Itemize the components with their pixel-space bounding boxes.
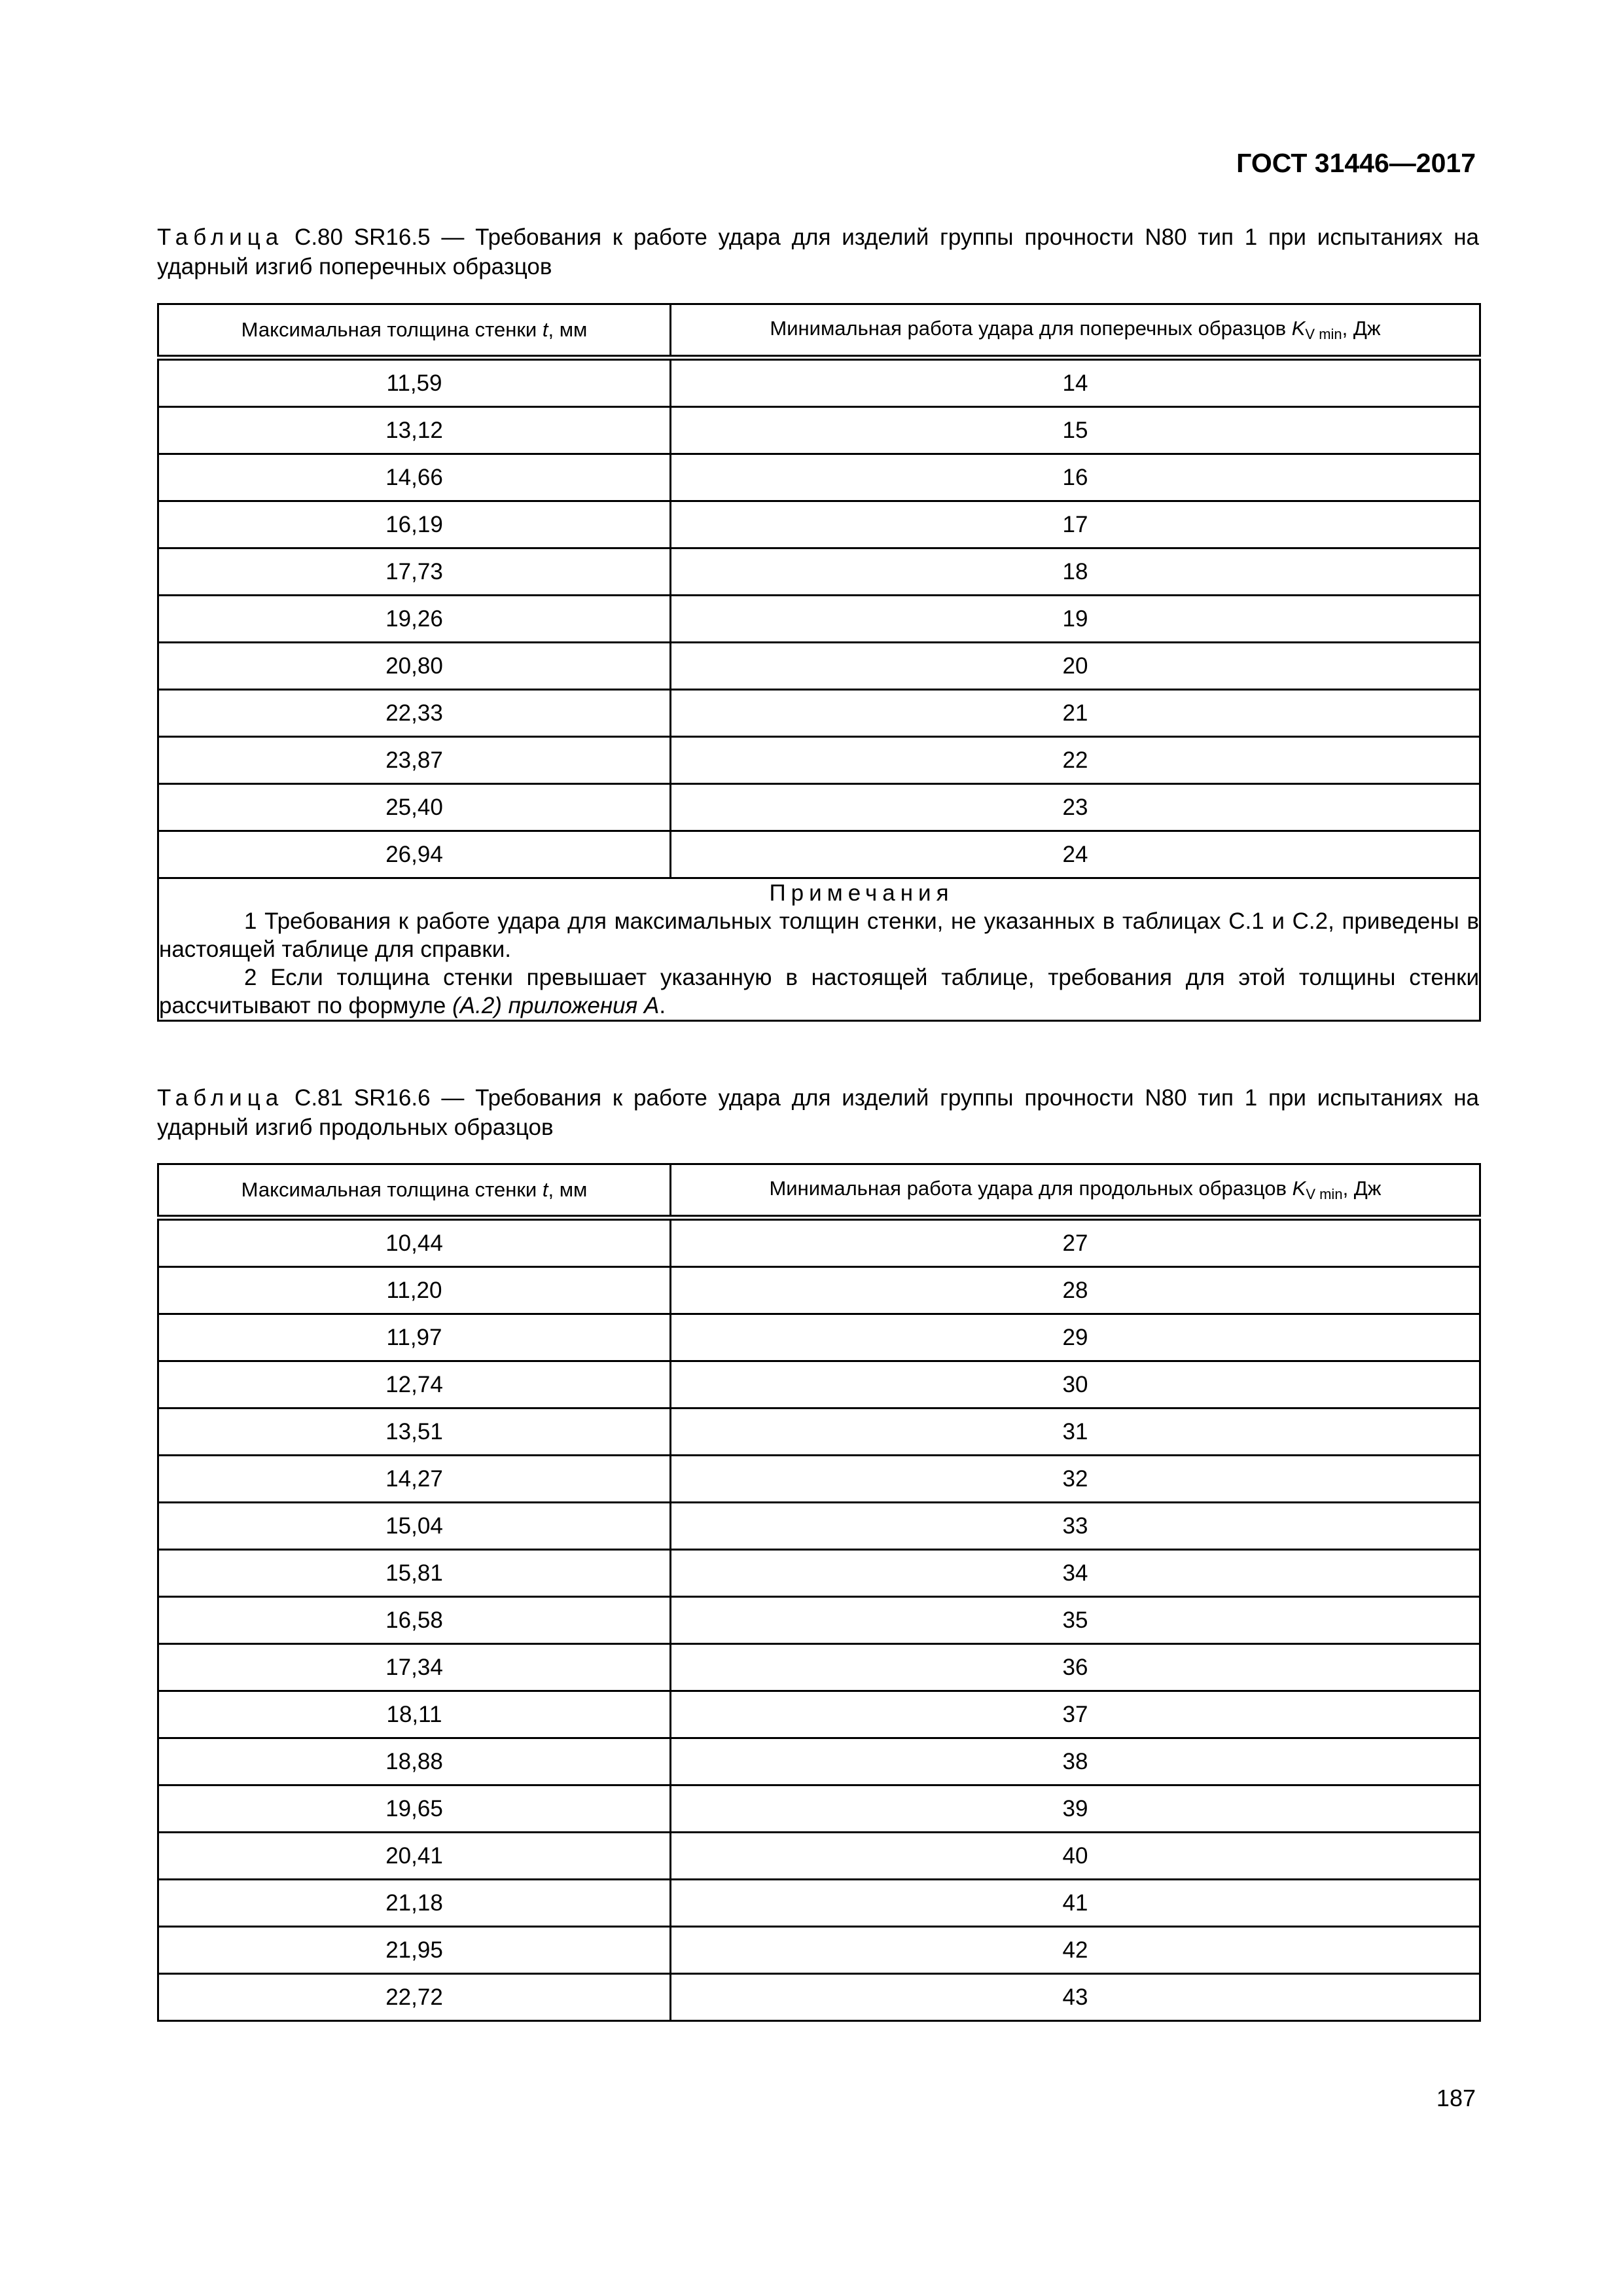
table1-notes xyxy=(158,878,1480,1021)
table-row xyxy=(158,1361,1480,1408)
wall-thickness-cell: 21,95 xyxy=(158,1927,671,1974)
document-header: ГОСТ 31446—2017 xyxy=(1236,148,1476,178)
table-row xyxy=(158,690,1480,737)
table-row xyxy=(158,1408,1480,1456)
table-row xyxy=(158,643,1480,690)
notes-title: Примечания xyxy=(769,880,954,906)
table-row xyxy=(158,501,1480,548)
impact-energy-cell: 38 xyxy=(671,1738,1480,1785)
impact-energy-cell: 30 xyxy=(671,1361,1480,1408)
impact-energy-cell: 43 xyxy=(671,1974,1480,2021)
table1-header-row xyxy=(158,304,1480,358)
wall-thickness-cell: 22,72 xyxy=(158,1974,671,2021)
impact-energy-cell: 32 xyxy=(671,1456,1480,1503)
table2-col-impact-header: Минимальная работа удара для продольных образцов $K_{V min}$, Дж xyxy=(671,1164,1480,1218)
impact-energy-cell: 17 xyxy=(671,501,1480,548)
table-row xyxy=(158,358,1480,407)
table2-caption xyxy=(157,1083,1479,1142)
table-row xyxy=(158,737,1480,784)
table1-body xyxy=(158,358,1480,878)
impact-energy-cell: 21 xyxy=(671,690,1480,737)
table1-caption xyxy=(157,223,1479,281)
wall-thickness-cell: 17,73 xyxy=(158,548,671,596)
impact-energy-cell: 20 xyxy=(671,643,1480,690)
table-row xyxy=(158,1456,1480,1503)
table-row xyxy=(158,548,1480,596)
table-row xyxy=(158,831,1480,878)
impact-energy-cell: 19 xyxy=(671,596,1480,643)
table-row xyxy=(158,1691,1480,1738)
table-row xyxy=(158,1597,1480,1644)
wall-thickness-cell: 14,66 xyxy=(158,454,671,501)
wall-thickness-cell: 26,94 xyxy=(158,831,671,878)
table-row xyxy=(158,596,1480,643)
wall-thickness-cell: 13,12 xyxy=(158,407,671,454)
wall-thickness-cell: 12,74 xyxy=(158,1361,671,1408)
impact-energy-cell: 41 xyxy=(671,1880,1480,1927)
table2-body xyxy=(158,1218,1480,2021)
table-row xyxy=(158,1927,1480,1974)
impact-energy-cell: 27 xyxy=(671,1218,1480,1267)
wall-thickness-cell: 13,51 xyxy=(158,1408,671,1456)
impact-energy-cell: 22 xyxy=(671,737,1480,784)
table-row xyxy=(158,1503,1480,1550)
wall-thickness-cell: 11,20 xyxy=(158,1267,671,1314)
impact-energy-cell: 31 xyxy=(671,1408,1480,1456)
table1-col-impact-header: Минимальная работа удара для поперечных образцов $K_{V min}$, Дж xyxy=(671,304,1480,358)
impact-energy-cell: 42 xyxy=(671,1927,1480,1974)
table-row xyxy=(158,407,1480,454)
wall-thickness-cell: 21,18 xyxy=(158,1880,671,1927)
table1-caption-label: Таблица xyxy=(157,224,284,250)
table1 xyxy=(157,303,1481,1022)
wall-thickness-cell: 20,80 xyxy=(158,643,671,690)
wall-thickness-cell: 10,44 xyxy=(158,1218,671,1267)
table-row xyxy=(158,1974,1480,2021)
impact-energy-cell: 28 xyxy=(671,1267,1480,1314)
wall-thickness-cell: 14,27 xyxy=(158,1456,671,1503)
table-row xyxy=(158,784,1480,831)
table2 xyxy=(157,1163,1481,2022)
impact-energy-cell: 37 xyxy=(671,1691,1480,1738)
impact-energy-cell: 24 xyxy=(671,831,1480,878)
table1-caption-text: С.80 SR16.5 — Требования к работе удара для изделий группы прочности N80 тип 1 при испытаниях на ударный изгиб поперечных образцов xyxy=(157,224,1479,279)
impact-energy-cell: 16 xyxy=(671,454,1480,501)
wall-thickness-cell: 16,19 xyxy=(158,501,671,548)
impact-energy-cell: 33 xyxy=(671,1503,1480,1550)
table2-caption-label: Таблица xyxy=(157,1085,284,1111)
table-row xyxy=(158,1738,1480,1785)
table2-col-thickness-header: Максимальная толщина стенки t, мм xyxy=(158,1164,671,1218)
wall-thickness-cell: 15,81 xyxy=(158,1550,671,1597)
table-row xyxy=(158,1785,1480,1833)
wall-thickness-cell: 18,88 xyxy=(158,1738,671,1785)
wall-thickness-cell: 15,04 xyxy=(158,1503,671,1550)
table-row xyxy=(158,1267,1480,1314)
wall-thickness-cell: 17,34 xyxy=(158,1644,671,1691)
table-row xyxy=(158,1550,1480,1597)
wall-thickness-cell: 11,59 xyxy=(158,358,671,407)
table-row xyxy=(158,1314,1480,1361)
impact-energy-cell: 18 xyxy=(671,548,1480,596)
table2-caption-text: С.81 SR16.6 — Требования к работе удара для изделий группы прочности N80 тип 1 при испытаниях на ударный изгиб продольных образцов xyxy=(157,1085,1479,1140)
page-number: 187 xyxy=(1436,2085,1476,2111)
table2-header-row xyxy=(158,1164,1480,1218)
wall-thickness-cell: 19,26 xyxy=(158,596,671,643)
wall-thickness-cell: 16,58 xyxy=(158,1597,671,1644)
wall-thickness-cell: 25,40 xyxy=(158,784,671,831)
wall-thickness-cell: 20,41 xyxy=(158,1833,671,1880)
table-row xyxy=(158,1218,1480,1267)
impact-energy-cell: 34 xyxy=(671,1550,1480,1597)
wall-thickness-cell: 22,33 xyxy=(158,690,671,737)
wall-thickness-cell: 19,65 xyxy=(158,1785,671,1833)
table-row xyxy=(158,1880,1480,1927)
impact-energy-cell: 23 xyxy=(671,784,1480,831)
wall-thickness-cell: 18,11 xyxy=(158,1691,671,1738)
formula-reference: (А.2) приложения А xyxy=(452,993,660,1018)
impact-energy-cell: 40 xyxy=(671,1833,1480,1880)
impact-energy-cell: 29 xyxy=(671,1314,1480,1361)
table-row xyxy=(158,454,1480,501)
impact-energy-cell: 36 xyxy=(671,1644,1480,1691)
table-row xyxy=(158,1644,1480,1691)
note-2: 2 Если толщина стенки превышает указанную в настоящей таблице, требования для этой толщины стенки рассчитывают по формуле (А.2) приложения А. xyxy=(159,965,1479,1018)
table1-notes-row xyxy=(158,878,1480,1021)
table-row xyxy=(158,1833,1480,1880)
wall-thickness-cell: 23,87 xyxy=(158,737,671,784)
note-1: 1 Требования к работе удара для максимальных толщин стенки, не указанных в таблицах С.1 и С.2, приведены в настоящей таблице для справки. xyxy=(159,908,1479,962)
impact-energy-cell: 35 xyxy=(671,1597,1480,1644)
impact-energy-cell: 39 xyxy=(671,1785,1480,1833)
impact-energy-cell: 14 xyxy=(671,358,1480,407)
impact-energy-cell: 15 xyxy=(671,407,1480,454)
wall-thickness-cell: 11,97 xyxy=(158,1314,671,1361)
table1-col-thickness-header: Максимальная толщина стенки t, мм xyxy=(158,304,671,358)
